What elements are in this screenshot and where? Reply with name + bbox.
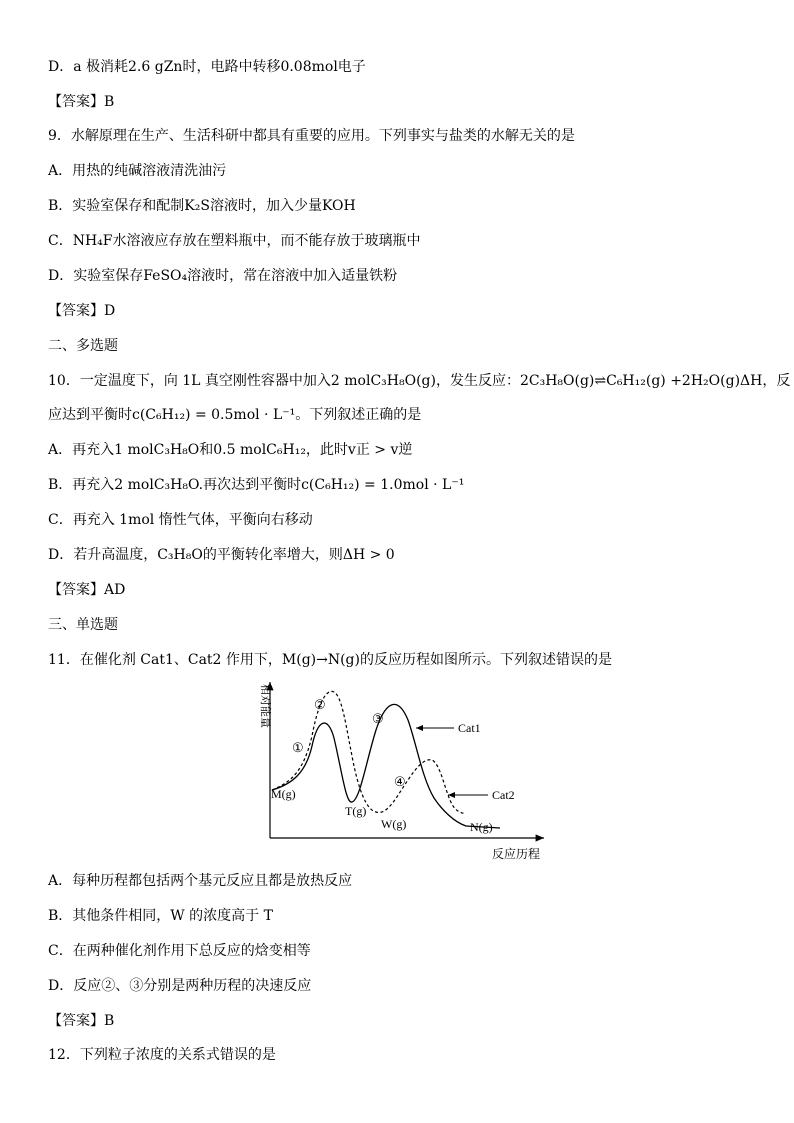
- species-w-label: W(g): [381, 817, 407, 831]
- q11-stem: 11．在催化剂 Cat1、Cat2 作用下，M(g)→N(g)的反应历程如图所示。下列叙述错误的是: [48, 652, 612, 668]
- section-title-single-choice: 三、单选题: [48, 617, 118, 633]
- q10-option-a: A．再充入1 molC₃H₈O和0.5 molC₆H₁₂，此时v正 > v逆: [48, 442, 413, 458]
- q9-option-b: B．实验室保存和配制K₂S溶液时，加入少量KOH: [48, 198, 356, 214]
- step-2-label: ②: [314, 697, 326, 712]
- x-axis-label: 反应历程: [492, 847, 541, 861]
- q9-option-d: D．实验室保存FeSO₄溶液时，常在溶液中加入适量铁粉: [48, 268, 398, 284]
- q11-option-d: D．反应②、③分别是两种历程的决速反应: [48, 978, 312, 994]
- q11-option-c: C．在两种催化剂作用下总反应的焓变相等: [48, 943, 311, 959]
- q11-option-b: B．其他条件相同，W 的浓度高于 T: [48, 908, 273, 924]
- q8-option-d: D．a 极消耗2.6 gZn时，电路中转移0.08mol电子: [48, 59, 366, 75]
- q9-stem: 9．水解原理在生产、生活科研中都具有重要的应用。下列事实与盐类的水解无关的是: [48, 128, 575, 144]
- step-1-label: ①: [292, 740, 304, 755]
- q10-option-b: B．再充入2 molC₃H₈O.再次达到平衡时c(C₆H₁₂) = 1.0mol · L⁻¹: [48, 477, 465, 493]
- reaction-energy-diagram: [248, 676, 558, 864]
- q9-answer: 【答案】D: [48, 303, 116, 319]
- q10-option-c: C．再充入 1mol 惰性气体，平衡向右移动: [48, 512, 313, 528]
- q11-option-a: A．每种历程都包括两个基元反应且都是放热反应: [48, 873, 353, 889]
- cat2-label: Cat2: [492, 788, 515, 802]
- y-axis-label: 相对能量: [259, 684, 271, 728]
- q9-option-a: A．用热的纯碱溶液清洗油污: [48, 163, 227, 179]
- species-t-label: T(g): [345, 804, 367, 818]
- q11-answer: 【答案】B: [48, 1013, 115, 1029]
- step-4-label: ④: [394, 774, 406, 789]
- species-n-label: N(g): [470, 820, 493, 834]
- q10-stem-line1: 10．一定温度下，向 1L 真空刚性容器中加入2 molC₃H₈O(g)，发生反应：2C₃H₈O(g)⇌C₆H₁₂(g) +2H₂O(g)ΔH，反: [48, 373, 791, 389]
- q9-option-c: C．NH₄F水溶液应存放在塑料瓶中，而不能存放于玻璃瓶中: [48, 233, 421, 249]
- cat1-label: Cat1: [458, 721, 481, 735]
- species-m-label: M(g): [271, 787, 296, 801]
- q8-answer: 【答案】B: [48, 94, 115, 110]
- q12-stem: 12．下列粒子浓度的关系式错误的是: [48, 1047, 276, 1063]
- q10-answer: 【答案】AD: [48, 582, 126, 598]
- section-title-multi-choice: 二、多选题: [48, 338, 118, 354]
- step-3-label: ③: [372, 711, 384, 726]
- q10-option-d: D．若升高温度，C₃H₈O的平衡转化率增大，则ΔH > 0: [48, 547, 395, 563]
- q10-stem-line2: 应达到平衡时c(C₆H₁₂) = 0.5mol · L⁻¹。下列叙述正确的是: [48, 407, 422, 423]
